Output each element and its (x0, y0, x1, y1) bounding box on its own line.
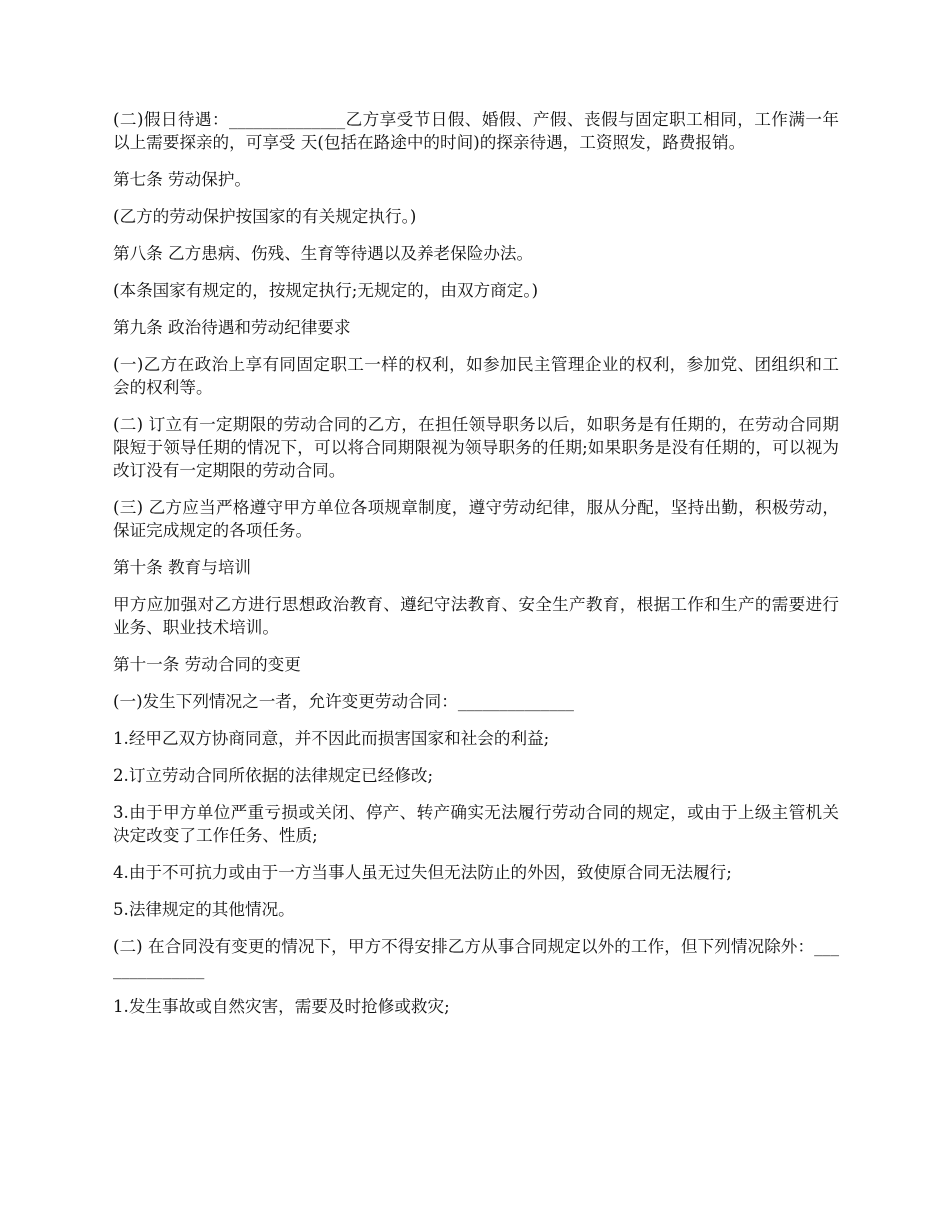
paragraph-article-8-note: (本条国家有规定的，按规定执行;无规定的，由双方商定。) (113, 281, 539, 300)
heading-article-11: 第十一条 劳动合同的变更 (113, 655, 301, 674)
paragraph-leadership-term: (二) 订立有一定期限的劳动合同的乙方，在担任领导职务以后，如职务是有任期的，在劳动合同期限短于领导任期的情况下，可以将合同期限视为领导职务的任期;如果职务是没有任期的，可以视为改订没有一定期限的劳动合同。 (113, 415, 839, 480)
list-item-1: 1.经甲乙双方协商同意，并不因此而损害国家和社会的利益; (113, 729, 550, 748)
paragraph-no-change-exceptions: (二) 在合同没有变更的情况下，甲方不得安排乙方从事合同规定以外的工作，但下列情况除外：______________ (113, 937, 839, 979)
document-body (113, 108, 839, 1032)
list-item-5: 5.法律规定的其他情况。 (113, 900, 295, 919)
list-item-3: 3.由于甲方单位严重亏损或关闭、停产、转产确实无法履行劳动合同的规定，或由于上级主管机关决定改变了工作任务、性质; (113, 803, 839, 845)
paragraph-holiday-treatment: (二)假日待遇：______________乙方享受节日假、婚假、产假、丧假与固定职工相同，工作满一年以上需要探亲的，可享受 天(包括在路途中的时间)的探亲待遇，工资照发，路费报销。 (113, 110, 839, 152)
list-item-exception-1: 1.发生事故或自然灾害，需要及时抢修或救灾; (113, 997, 450, 1016)
heading-article-10: 第十条 教育与培训 (113, 558, 252, 577)
paragraph-labor-discipline: (三) 乙方应当严格遵守甲方单位各项规章制度，遵守劳动纪律，服从分配，坚持出勤，积极劳动，保证完成规定的各项任务。 (113, 498, 839, 540)
paragraph-change-conditions: (一)发生下列情况之一者，允许变更劳动合同：______________ (113, 692, 574, 711)
list-item-2: 2.订立劳动合同所依据的法律规定已经修改; (113, 766, 434, 785)
heading-article-7: 第七条 劳动保护。 (113, 170, 252, 189)
heading-article-9: 第九条 政治待遇和劳动纪律要求 (113, 318, 351, 337)
paragraph-training: 甲方应加强对乙方进行思想政治教育、遵纪守法教育、安全生产教育，根据工作和生产的需要进行业务、职业技术培训。 (113, 595, 839, 637)
paragraph-political-rights: (一)乙方在政治上享有同固定职工一样的权利，如参加民主管理企业的权利，参加党、团组织和工会的权利等。 (113, 355, 839, 397)
heading-article-8: 第八条 乙方患病、伤残、生育等待遇以及养老保险办法。 (113, 244, 534, 263)
paragraph-labor-protection: (乙方的劳动保护按国家的有关规定执行。) (113, 207, 417, 226)
list-item-4: 4.由于不可抗力或由于一方当事人虽无过失但无法防止的外因，致使原合同无法履行; (113, 863, 732, 882)
